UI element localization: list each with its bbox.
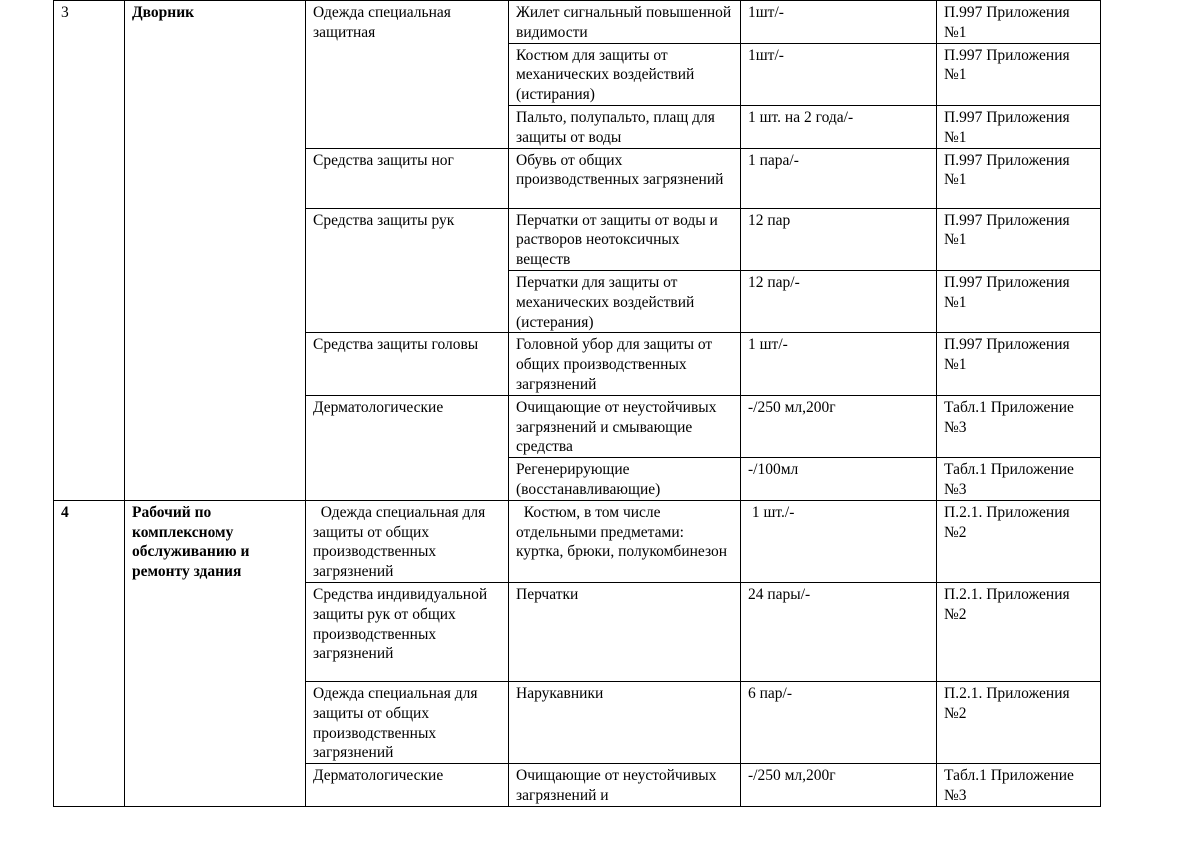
item-cell: Перчатки [509,582,741,681]
item-cell: Нарукавники [509,681,741,763]
item-cell: Очищающие от неустойчивых загрязнений и [509,764,741,807]
category-cell: Дерматологические [306,395,509,500]
position-cell: Дворник [125,1,306,501]
reference-cell: Табл.1 Приложение №3 [937,764,1101,807]
norm-cell: 1шт/- [741,1,937,44]
category-cell: Средства защиты ног [306,148,509,208]
item-cell: Костюм, в том числе отдельными предметами: куртка, брюки, полукомбинезон [509,500,741,582]
category-cell: Одежда специальная защитная [306,1,509,149]
reference-cell: П.2.1. Приложения №2 [937,681,1101,763]
reference-cell: П.997 Приложения №1 [937,333,1101,395]
reference-cell: Табл.1 Приложение №3 [937,458,1101,501]
norm-cell: 1 шт. на 2 года/- [741,105,937,148]
item-cell: Регенерирующие (восстанавливающие) [509,458,741,501]
table-row [54,500,1101,582]
reference-cell: П.997 Приложения №1 [937,105,1101,148]
norm-cell: 24 пары/- [741,582,937,681]
category-cell: Средства индивидуальной защиты рук от общих производственных загрязнений [306,582,509,681]
norm-cell: 6 пар/- [741,681,937,763]
position-cell: Рабочий по комплексному обслуживанию и ремонту здания [125,500,306,806]
item-cell: Перчатки для защиты от механических воздействий (истерания) [509,270,741,332]
norm-cell: 1шт/- [741,43,937,105]
norm-cell: 12 пар/- [741,270,937,332]
item-cell: Очищающие от неустойчивых загрязнений и смывающие средства [509,395,741,457]
reference-cell: П.997 Приложения №1 [937,208,1101,270]
norm-cell: 1 шт/- [741,333,937,395]
category-cell: Одежда специальная для защиты от общих производственных загрязнений [306,500,509,582]
table-row [54,1,1101,44]
norm-cell: 1 шт./- [741,500,937,582]
norm-cell: -/250 мл,200г [741,395,937,457]
ppe-norms-table [53,0,1101,807]
category-cell: Средства защиты рук [306,208,509,333]
item-cell: Перчатки от защиты от воды и растворов неотоксичных веществ [509,208,741,270]
item-cell: Головной убор для защиты от общих производственных загрязнений [509,333,741,395]
row-number-cell: 3 [54,1,125,501]
reference-cell: Табл.1 Приложение №3 [937,395,1101,457]
reference-cell: П.997 Приложения №1 [937,148,1101,208]
item-cell: Обувь от общих производственных загрязнений [509,148,741,208]
reference-cell: П.997 Приложения №1 [937,1,1101,44]
reference-cell: П.997 Приложения №1 [937,43,1101,105]
row-number-cell: 4 [54,500,125,806]
category-cell: Одежда специальная для защиты от общих производственных загрязнений [306,681,509,763]
category-cell: Средства защиты головы [306,333,509,395]
norm-cell: -/100мл [741,458,937,501]
norm-cell: 1 пара/- [741,148,937,208]
reference-cell: П.997 Приложения №1 [937,270,1101,332]
item-cell: Жилет сигнальный повышенной видимости [509,1,741,44]
reference-cell: П.2.1. Приложения №2 [937,582,1101,681]
category-cell: Дерматологические [306,764,509,807]
reference-cell: П.2.1. Приложения №2 [937,500,1101,582]
item-cell: Костюм для защиты от механических воздействий (истирания) [509,43,741,105]
norm-cell: -/250 мл,200г [741,764,937,807]
norm-cell: 12 пар [741,208,937,270]
item-cell: Пальто, полупальто, плащ для защиты от воды [509,105,741,148]
